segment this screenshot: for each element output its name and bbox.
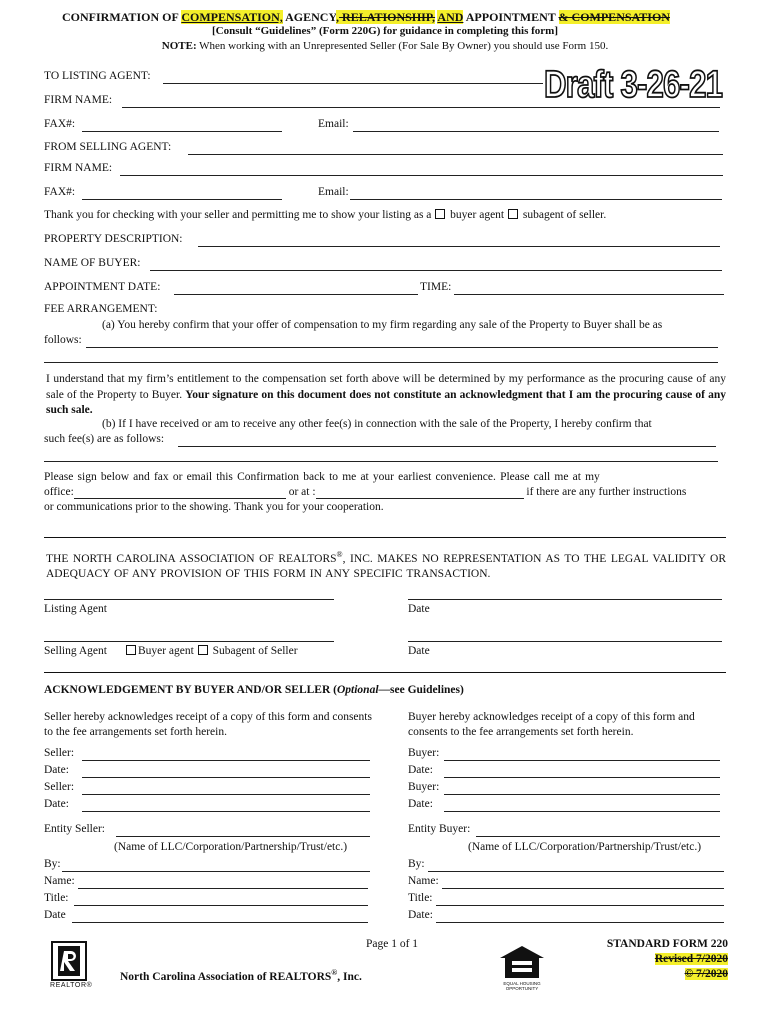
equal-housing-text: EQUAL HOUSING OPPORTUNITY — [503, 981, 541, 991]
form-title: CONFIRMATION OF COMPENSATION, AGENCY, RELATIONSHIP, AND APPOINTMENT & COMPENSATION — [62, 10, 670, 24]
from-selling-agent-label: FROM SELLING AGENT: — [44, 141, 172, 153]
page-number: Page 1 of 1 — [366, 938, 419, 950]
seller-by-label: By: — [44, 858, 61, 870]
seller-ack-text: Seller hereby acknowledges receipt of a copy of this form and consents to the fee arrangements set forth herein. — [44, 711, 372, 738]
seller2-label: Seller: — [44, 781, 75, 793]
such-fees-field[interactable] — [178, 446, 716, 447]
buyer-agent-checkbox[interactable] — [435, 209, 445, 219]
property-description-label: PROPERTY DESCRIPTION: — [44, 233, 183, 245]
seller-date2-label: Date: — [44, 798, 69, 810]
time-label: TIME: — [420, 281, 452, 293]
to-listing-agent-field[interactable] — [163, 83, 543, 84]
fax2-field[interactable] — [82, 199, 282, 200]
selling-agent-label: Selling Agent Buyer agent Subagent of Seller — [44, 645, 298, 657]
selling-agent-signature-line[interactable] — [44, 641, 334, 642]
seller-title-label: Title: — [44, 892, 69, 904]
listing-agent-signature-line[interactable] — [44, 599, 334, 600]
appointment-date-label: APPOINTMENT DATE: — [44, 281, 161, 293]
buyer-date1-label: Date: — [408, 764, 433, 776]
date1-label: Date — [408, 603, 430, 615]
entity-buyer-label: Entity Buyer: — [408, 823, 471, 835]
entity-buyer-note: (Name of LLC/Corporation/Partnership/Trust/etc.) — [468, 841, 702, 853]
seller1-label: Seller: — [44, 747, 75, 759]
fax-field[interactable] — [82, 131, 282, 132]
entity-seller-field[interactable] — [116, 836, 370, 837]
seller-title-field[interactable] — [74, 905, 368, 906]
note: NOTE: When working with an Unrepresented Seller (For Sale By Owner) you should use Form 150. — [161, 40, 609, 52]
copyright: © 7/2020 — [684, 968, 728, 980]
seller-date3-label: Date — [44, 909, 66, 921]
disclaimer: THE NORTH CAROLINA ASSOCIATION OF REALTORS®, INC. MAKES NO REPRESENTATION AS TO THE LEGAL VALIDITY OR ADEQUACY OF ANY PROVISION OF THIS FORM IN ANY SPECIFIC TRANSACTION. — [46, 550, 726, 581]
such-fees-label: such fee(s) are as follows: — [44, 433, 165, 445]
appointment-date-field[interactable] — [174, 294, 418, 295]
divider — [44, 537, 726, 538]
buyer-name-field[interactable] — [442, 888, 724, 889]
buyer1-label: Buyer: — [408, 747, 440, 759]
seller-date1-label: Date: — [44, 764, 69, 776]
consult-guidelines: [Consult “Guidelines” (Form 220G) for guidance in completing this form] — [212, 25, 558, 37]
email-label: Email: — [318, 118, 349, 130]
email2-field[interactable] — [350, 199, 722, 200]
firm-name-field[interactable] — [122, 107, 720, 108]
seller1-field[interactable] — [82, 760, 370, 761]
thank-you-line: Thank you for checking with your seller and permitting me to show your listing as a buyer agent subagent of seller. — [44, 209, 607, 221]
realtor-logo-text: REALTOR® — [50, 982, 93, 989]
listing-agent-label: Listing Agent — [44, 603, 107, 615]
buyer2-field[interactable] — [444, 794, 720, 795]
follows-field-2[interactable] — [44, 362, 718, 363]
revised-date: Revised 7/2020 — [654, 953, 728, 965]
office-phone-field[interactable] — [74, 486, 286, 499]
seller-date1-field[interactable] — [82, 777, 370, 778]
realtor-logo — [50, 940, 94, 992]
buyer-by-field[interactable] — [428, 871, 724, 872]
buyer-date3-label: Date: — [408, 909, 433, 921]
entity-seller-note: (Name of LLC/Corporation/Partnership/Trust/etc.) — [114, 841, 348, 853]
entity-buyer-field[interactable] — [476, 836, 720, 837]
firm-name2-field[interactable] — [120, 175, 723, 176]
equal-housing-logo — [497, 944, 547, 992]
draft-stamp: Draft 3-26-21 — [544, 64, 723, 106]
seller-name-label: Name: — [44, 875, 75, 887]
buyer-date2-field[interactable] — [444, 811, 720, 812]
buyer-by-label: By: — [408, 858, 425, 870]
follows-field[interactable] — [86, 347, 718, 348]
sig-subagent-checkbox[interactable] — [198, 645, 208, 655]
buyer-date1-field[interactable] — [444, 777, 720, 778]
seller-by-field[interactable] — [62, 871, 370, 872]
email2-label: Email: — [318, 186, 349, 198]
fax-label: FAX#: — [44, 118, 76, 130]
buyer-title-field[interactable] — [436, 905, 724, 906]
divider-2 — [44, 672, 726, 673]
cooperation-text: or communications prior to the showing. Thank you for your cooperation. — [44, 501, 384, 513]
fax2-label: FAX#: — [44, 186, 76, 198]
to-listing-agent-label: TO LISTING AGENT: — [44, 70, 151, 82]
date1-line[interactable] — [408, 599, 722, 600]
firm-name-label: FIRM NAME: — [44, 94, 113, 106]
please-sign-text: Please sign below and fax or email this Confirmation back to me at your earliest convenience. Please call me at my — [44, 471, 600, 483]
seller-date2-field[interactable] — [82, 811, 370, 812]
fee-b-text: (b) If I have received or am to receive any other fee(s) in connection with the sale of the Property, I hereby confirm that — [102, 418, 652, 430]
date2-label: Date — [408, 645, 430, 657]
buyer-ack-text: Buyer hereby acknowledges receipt of a copy of this form and consents to the fee arrangements set forth herein. — [408, 711, 695, 738]
property-description-field[interactable] — [198, 246, 720, 247]
alt-phone-field[interactable] — [316, 486, 524, 499]
buyer-title-label: Title: — [408, 892, 433, 904]
subagent-checkbox[interactable] — [508, 209, 518, 219]
name-of-buyer-label: NAME OF BUYER: — [44, 257, 141, 269]
email-field[interactable] — [353, 131, 719, 132]
buyer-name-label: Name: — [408, 875, 439, 887]
buyer-date3-field[interactable] — [436, 922, 724, 923]
ack-title: ACKNOWLEDGEMENT BY BUYER AND/OR SELLER (Optional—see Guidelines) — [44, 684, 464, 696]
nc-association: North Carolina Association of REALTORS®, Inc. — [120, 968, 362, 983]
name-of-buyer-field[interactable] — [150, 270, 722, 271]
firm-name2-label: FIRM NAME: — [44, 162, 113, 174]
fee-arrangement-label: FEE ARRANGEMENT: — [44, 303, 158, 315]
follows-label: follows: — [44, 334, 82, 346]
buyer2-label: Buyer: — [408, 781, 440, 793]
seller-name-field[interactable] — [78, 888, 368, 889]
buyer1-field[interactable] — [444, 760, 720, 761]
date2-line[interactable] — [408, 641, 722, 642]
office-line: office: or at : if there are any further instructions — [44, 486, 687, 498]
seller-date3-field[interactable] — [72, 922, 368, 923]
entity-seller-label: Entity Seller: — [44, 823, 106, 835]
buyer-date2-label: Date: — [408, 798, 433, 810]
seller2-field[interactable] — [82, 794, 370, 795]
fee-a-text: (a) You hereby confirm that your offer of compensation to my firm regarding any sale of the Property to Buyer shall be as — [102, 319, 663, 331]
such-fees-field-2[interactable] — [44, 461, 718, 462]
standard-form: STANDARD FORM 220 — [606, 938, 728, 950]
time-field[interactable] — [454, 294, 724, 295]
from-selling-agent-field[interactable] — [188, 154, 723, 155]
procuring-cause-paragraph: I understand that my firm’s entitlement to the compensation set forth above will be determined by my performance as the procuring cause of any sale of the Property to Buyer. Your signature on this document does not constitute an acknowledgment that I am the procuring cause of any such sale. — [46, 373, 726, 416]
sig-buyer-agent-checkbox[interactable] — [126, 645, 136, 655]
